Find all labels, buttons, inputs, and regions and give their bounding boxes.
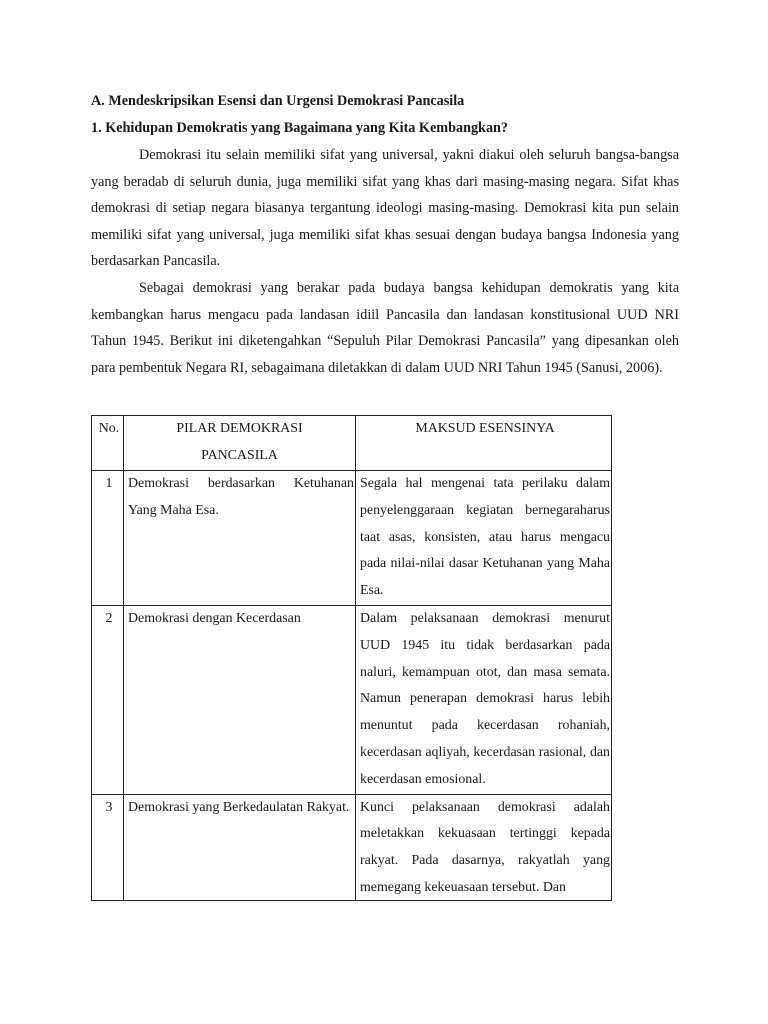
row-2-no: 2 — [92, 605, 124, 794]
paragraph-2: Sebagai demokrasi yang berakar pada budaya bangsa kehidupan demokratis yang kita kembangkan harus mengacu pada landasan idiil Pancasila dan landasan konstitusional UUD NRI Tahun 1945. Berikut ini diketengahkan “Sepuluh Pilar Demokrasi Pancasila” yang dipesankan oleh para pembentuk Negara RI, sebagaimana diletakkan di dalam UUD NRI Tahun 1945 (Sanusi, 2006). — [91, 279, 679, 376]
pilar-table — [91, 415, 612, 900]
subsection-heading: 1. Kehidupan Demokratis yang Bagaimana yang Kita Kembangkan? — [91, 120, 509, 136]
section-heading: A. Mendeskripsikan Esensi dan Urgensi Demokrasi Pancasila — [91, 93, 465, 109]
spacer — [91, 381, 679, 415]
row-3-pilar: Demokrasi yang Berkedaulatan Rakyat. — [124, 794, 356, 900]
row-1-no: 1 — [92, 470, 124, 605]
document-page — [91, 88, 679, 901]
row-3-no: 3 — [92, 794, 124, 900]
header-pilar: PILAR DEMOKRASI PANCASILA — [124, 416, 356, 471]
paragraph-1: Demokrasi itu selain memiliki sifat yang universal, yakni diakui oleh seluruh bangsa-bangsa yang beradab di seluruh dunia, juga memiliki sifat yang khas dari masing-masing negara. Sifat khas demokrasi di setiap negara biasanya tergantung ideologi masing-masing. Demokrasi kita pun selain memiliki sifat yang universal, juga memiliki sifat khas sesuai dengan budaya bangsa Indonesia yang berdasarkan Pancasila. — [91, 147, 679, 270]
row-2-pilar: Demokrasi dengan Kecerdasan — [124, 605, 356, 794]
header-maksud: MAKSUD ESENSINYA — [356, 416, 612, 471]
row-1-pilar: Demokrasi berdasarkan Ketuhanan Yang Maha Esa. — [124, 470, 356, 605]
table-row — [92, 794, 612, 900]
row-2-maksud: Dalam pelaksanaan demokrasi menurut UUD 1945 itu tidak berdasarkan pada naluri, kemampuan otot, dan masa semata. Namun penerapan demokrasi harus lebih menuntut pada kecerdasan rohaniah, kecerdasan aqliyah, kecerdasan rasional, dan kecerdasan emosional. — [356, 605, 612, 794]
table-header-row — [92, 416, 612, 471]
row-3-maksud — [356, 794, 612, 900]
header-no: No. — [92, 416, 124, 471]
row-3-maksud-text: Kunci pelaksanaan demokrasi adalah meletakkan kekuasaan tertinggi kepada rakyat. Pada dasarnya, rakyatlah yang memegang kekeuasaan tersebut. Dan — [360, 799, 610, 895]
table-row — [92, 605, 612, 794]
row-1-maksud: Segala hal mengenai tata perilaku dalam penyelenggaraan kegiatan bernegaraharus taat asas, konsisten, atau harus mengacu pada nilai-nilai dasar Ketuhanan yang Maha Esa. — [356, 470, 612, 605]
table-row — [92, 470, 612, 605]
